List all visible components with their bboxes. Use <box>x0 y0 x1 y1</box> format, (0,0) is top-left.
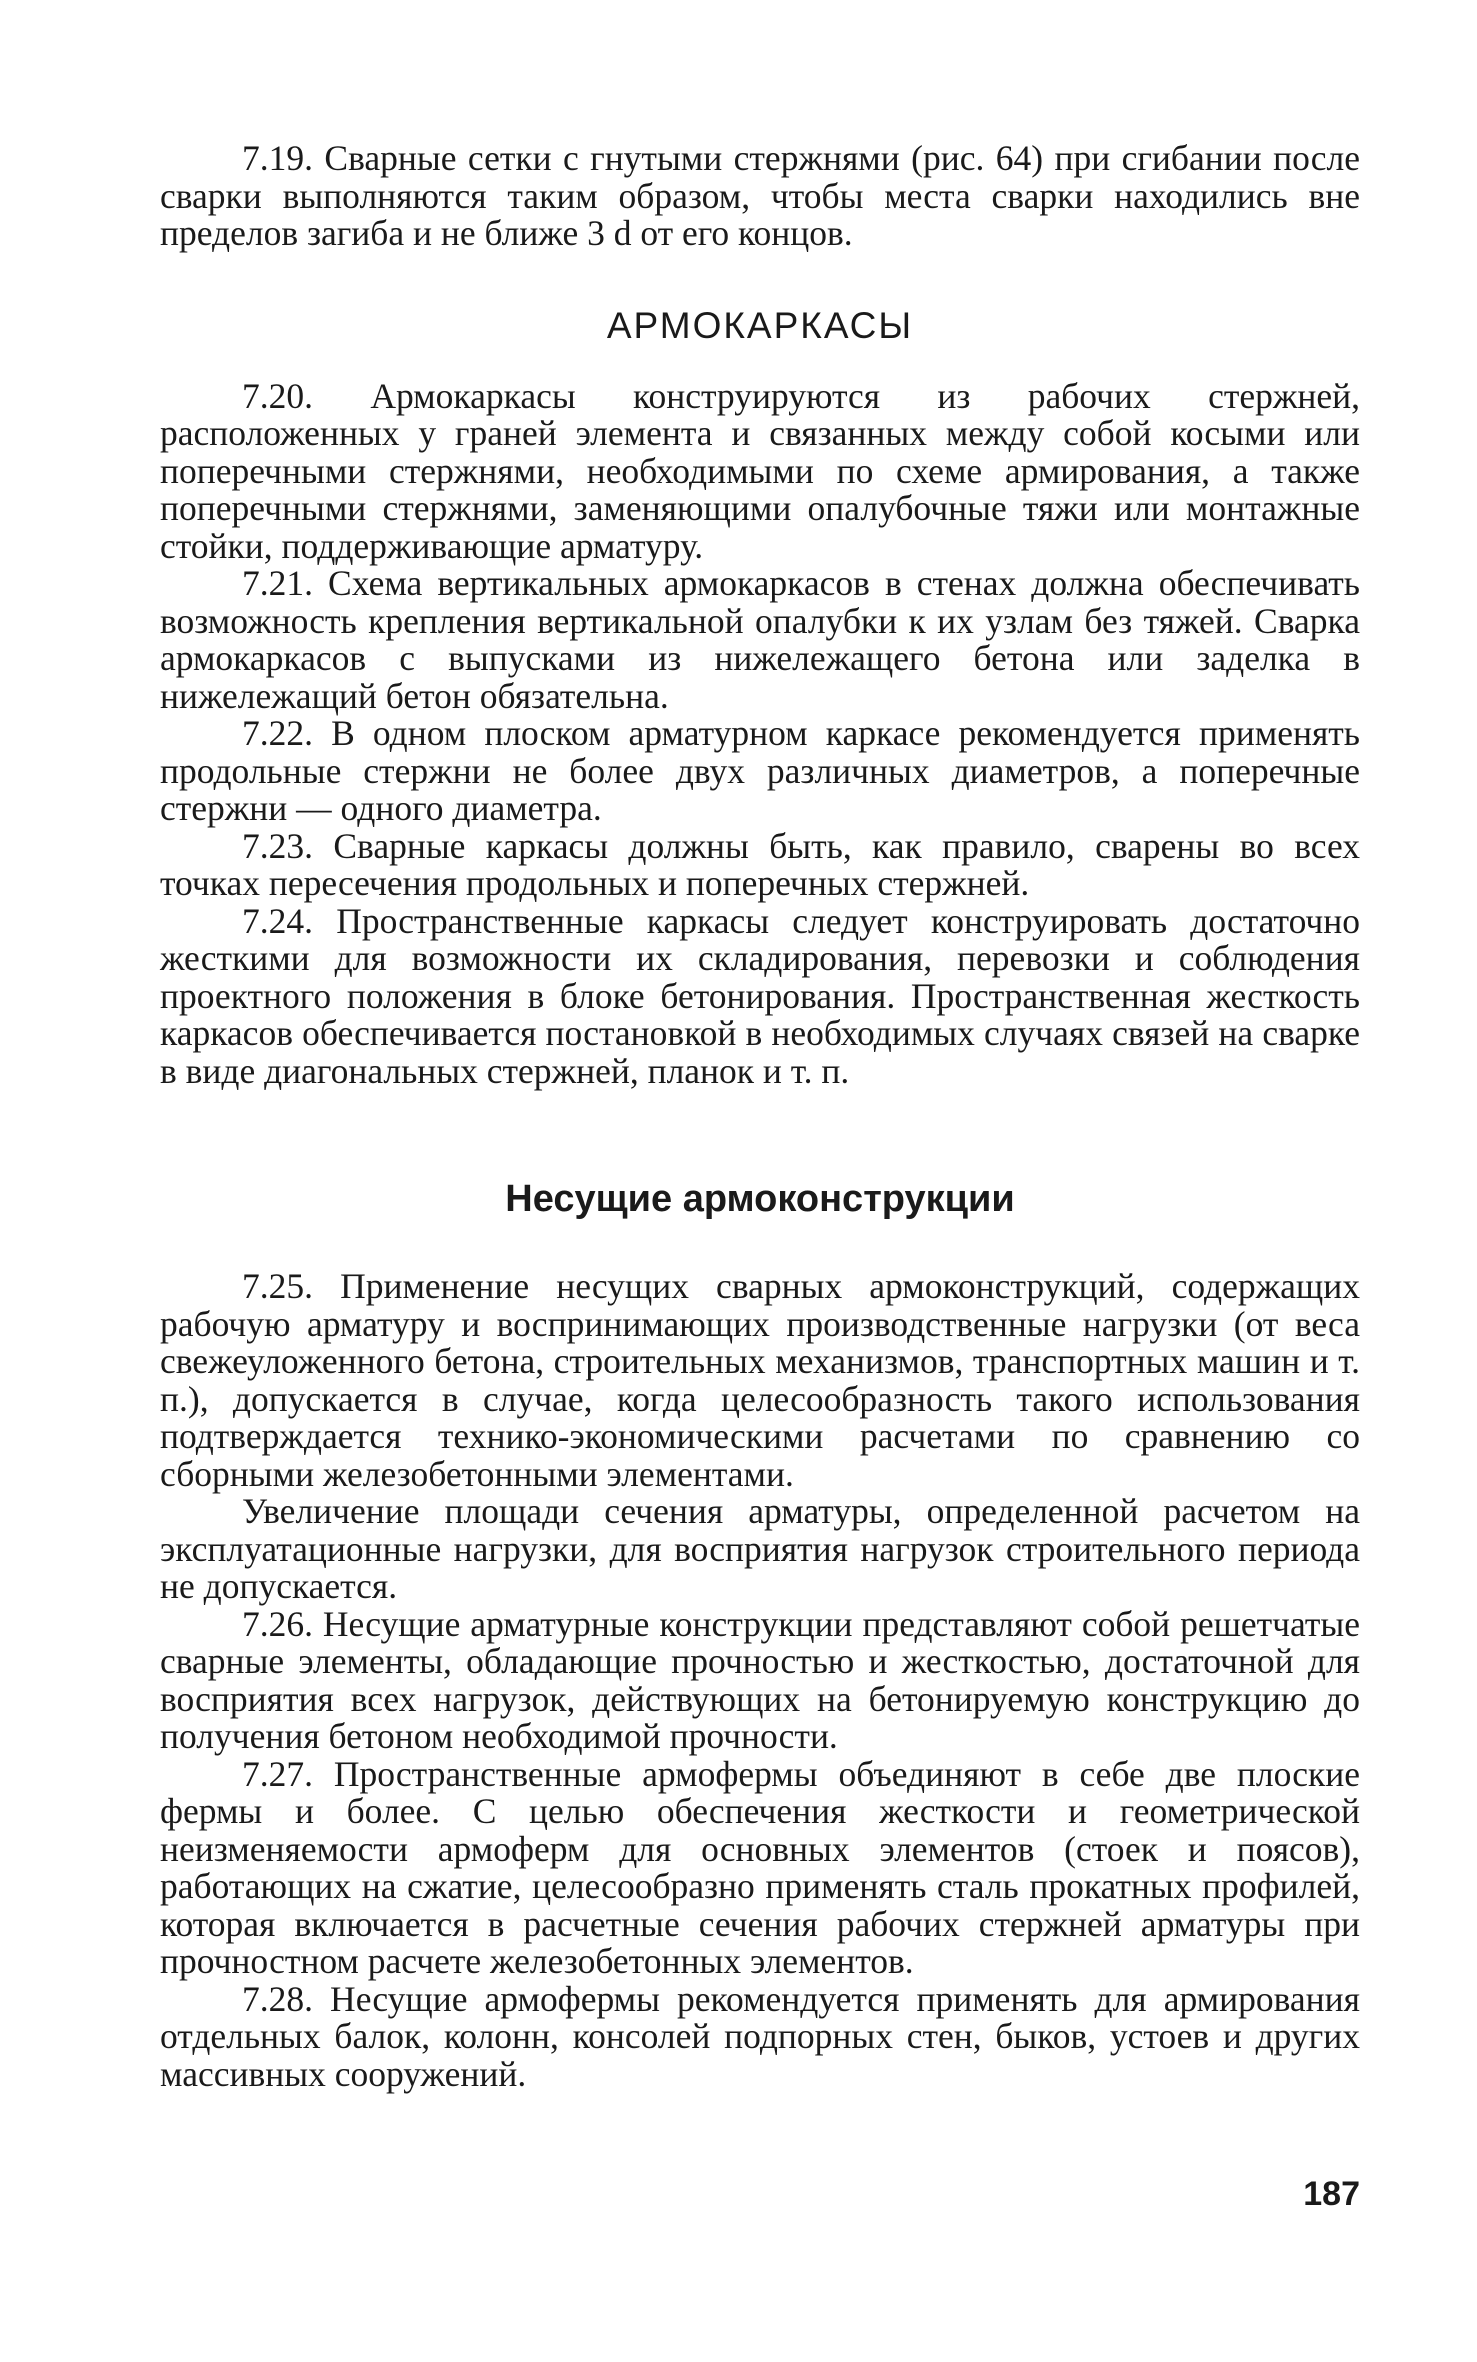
section-heading-armokarkasy: АРМОКАРКАСЫ <box>606 304 914 346</box>
paragraph-7-25-continued: Увеличение площади сечения арматуры, определенной расчетом на эксплуатационные нагрузки, для восприятия нагрузок строительного периода не допускается. <box>160 1491 1360 1606</box>
paragraph-7-28: 7.28. Несущие армофермы рекомендуется применять для армирования отдельных балок, колонн, консолей подпорных стен, быков, устоев и других массивных сооружений. <box>160 1978 1360 2094</box>
page-number: 187 <box>1303 2175 1360 2213</box>
section-heading-nesushchie-armokonstruktsii: Несущие армоконструкции <box>505 1178 1015 1220</box>
paragraph-7-26: 7.26. Несущие арматурные конструкции представляют собой решетчатые сварные элементы, обладающие прочностью и жесткостью, достаточной для восприятия всех нагрузок, действующих на бетонируемую конструкцию до получения бетоном необходимой прочности. <box>160 1603 1360 1756</box>
paragraph-7-23: 7.23. Сварные каркасы должны быть, как правило, сварены во всех точках пересечения продольных и поперечных стержней. <box>160 825 1360 903</box>
paragraph-7-20: 7.20. Армокаркасы конструируются из рабочих стержней, расположенных у граней элемента и связанных между собой косыми или поперечными стержнями, необходимыми по схеме армирования, а также поперечными стержнями, заменяющими опалубочные тяжи или монтажные стойки, поддерживающие арматуру. <box>160 375 1360 566</box>
page-body <box>160 140 1360 2093</box>
paragraph-7-19: 7.19. Сварные сетки с гнутыми стержнями (рис. 64) при сгибании после сварки выполняются таким образом, чтобы места сварки находились вне пределов загиба и не ближе 3 d от его концов. <box>160 138 1360 253</box>
paragraph-7-24: 7.24. Пространственные каркасы следует конструировать достаточно жесткими для возможности их складирования, перевозки и соблюдения проектного положения в блоке бетонирования. Пространственная жесткость каркасов обеспечивается постановкой в необходимых случаях связей на сварке в виде диагональных стержней, планок и т. п. <box>160 900 1360 1091</box>
paragraph-7-27: 7.27. Пространственные армофермы объединяют в себе две плоские фермы и более. С целью обеспечения жесткости и геометрической неизменяемости армоферм для основных элементов (стоек и поясов), работающих на сжатие, целесообразно применять сталь прокатных профилей, которая включается в расчетные сечения рабочих стержней арматуры при прочностном расчете железобетонных элементов. <box>160 1753 1360 1981</box>
paragraph-7-22: 7.22. В одном плоском арматурном каркасе рекомендуется применять продольные стержни не более двух различных диаметров, а поперечные стержни — одного диаметра. <box>160 713 1360 828</box>
paragraph-7-21: 7.21. Схема вертикальных армокаркасов в стенах должна обеспечивать возможность крепления вертикальной опалубки к их узлам без тяжей. Сварка армокаркасов с выпусками из нижележащего бетона или заделка в нижележащий бетон обязательна. <box>160 563 1360 716</box>
paragraph-7-25: 7.25. Применение несущих сварных армоконструкций, содержащих рабочую арматуру и воспринимающих производственные нагрузки (от веса свежеуложенного бетона, строительных механизмов, транспортных машин и т. п.), допускается в случае, когда целесообразность такого использования подтверждается технико-экономическими расчетами по сравнению со сборными железобетонными элементами. <box>160 1266 1360 1494</box>
